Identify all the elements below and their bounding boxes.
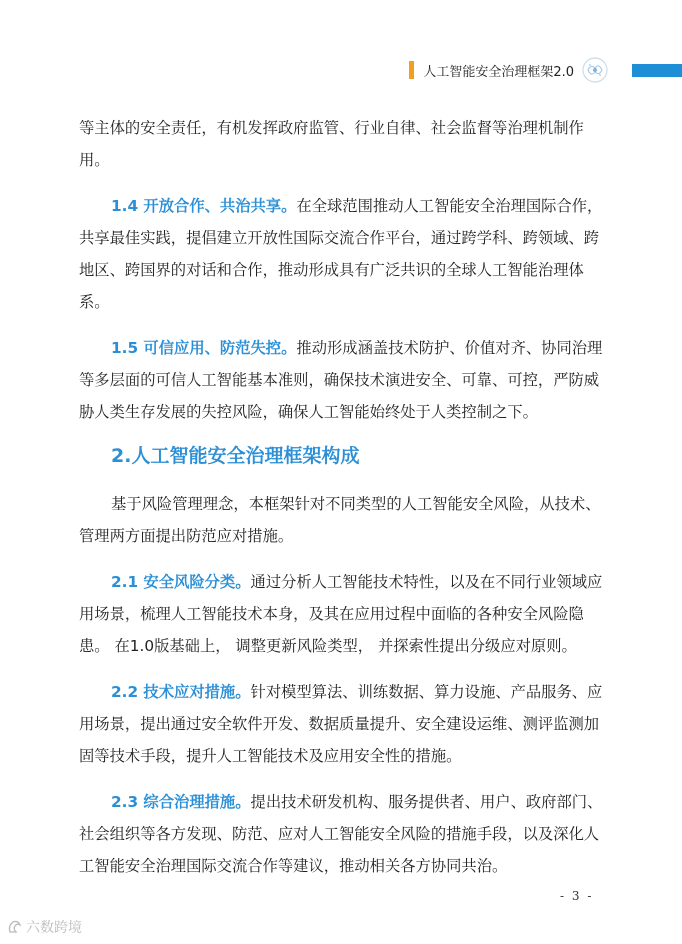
section-1-5-body: 推动形成涵盖技术防护、价值对齐、协同治理等多层面的可信人工智能基本准则，确保技术演进安全、可靠、可控，严防威胁人类生存发展的失控风险，确保人工智能始终处于人类控制之下。 [79, 339, 603, 421]
section-1-5-heading: 1.5 可信应用、防范失控。 [111, 339, 297, 357]
section-2-3-heading: 2.3 综合治理措施。 [111, 793, 251, 811]
page-header [409, 58, 616, 82]
section-2-3-body: 提出技术研发机构、服务提供者、用户、政府部门、社会组织等各方发现、防范、应对人工智能安全风险的措施手段，以及深化人工智能安全治理国际交流合作等建议，推动相关各方协同共治。 [79, 793, 603, 875]
ai-brain-icon [580, 55, 610, 85]
header-accent-bar [409, 61, 414, 79]
section-2-2-heading: 2.2 技术应对措施。 [111, 683, 251, 701]
paragraph-framework-intro: 基于风险管理理念，本框架针对不同类型的人工智能安全风险，从技术、管理两方面提出防范应对措施。 [79, 495, 601, 545]
page-body [79, 112, 609, 896]
watermark-text: 六数跨境 [26, 920, 82, 936]
section-2-heading: 2.人工智能安全治理框架构成 [111, 445, 360, 467]
page-number: - 3 - [560, 889, 594, 903]
section-2-2-body: 针对模型算法、训练数据、算力设施、产品服务、应用场景，提出通过安全软件开发、数据质量提升、安全建设运维、测评监测加固等技术手段，提升人工智能技术及应用安全性的措施。 [79, 683, 603, 765]
section-1-4-heading: 1.4 开放合作、共治共享。 [111, 197, 297, 215]
watermark-logo-icon [6, 918, 24, 936]
paragraph-open-cooperation [79, 190, 609, 318]
paragraph-continued: 等主体的安全责任，有机发挥政府监管、行业自律、社会监督等治理机制作用。 [79, 119, 584, 169]
paragraph-trusted-application [79, 332, 609, 428]
paragraph-technical-measures [79, 676, 609, 772]
section-1-4-body: 在全球范围推动人工智能安全治理国际合作，共享最佳实践，提倡建立开放性国际交流合作平台，通过跨学科、跨领域、跨地区、跨国界的对话和合作，推动形成具有广泛共识的全球人工智能治理体系。 [79, 197, 603, 311]
section-2-1-body: 通过分析人工智能技术特性，以及在不同行业领域应用场景，梳理人工智能技术本身，及其在应用过程中面临的各种安全风险隐患。 在1.0版基础上， 调整更新风险类型， 并探索性提出分级应对原则。 [79, 573, 603, 655]
header-title: 人工智能安全治理框架2.0 [423, 64, 574, 80]
paragraph-risk-classification [79, 566, 609, 662]
watermark [6, 917, 82, 937]
section-2-1-heading: 2.1 安全风险分类。 [111, 573, 251, 591]
header-blue-bar [632, 64, 682, 77]
paragraph-governance-measures [79, 786, 609, 882]
